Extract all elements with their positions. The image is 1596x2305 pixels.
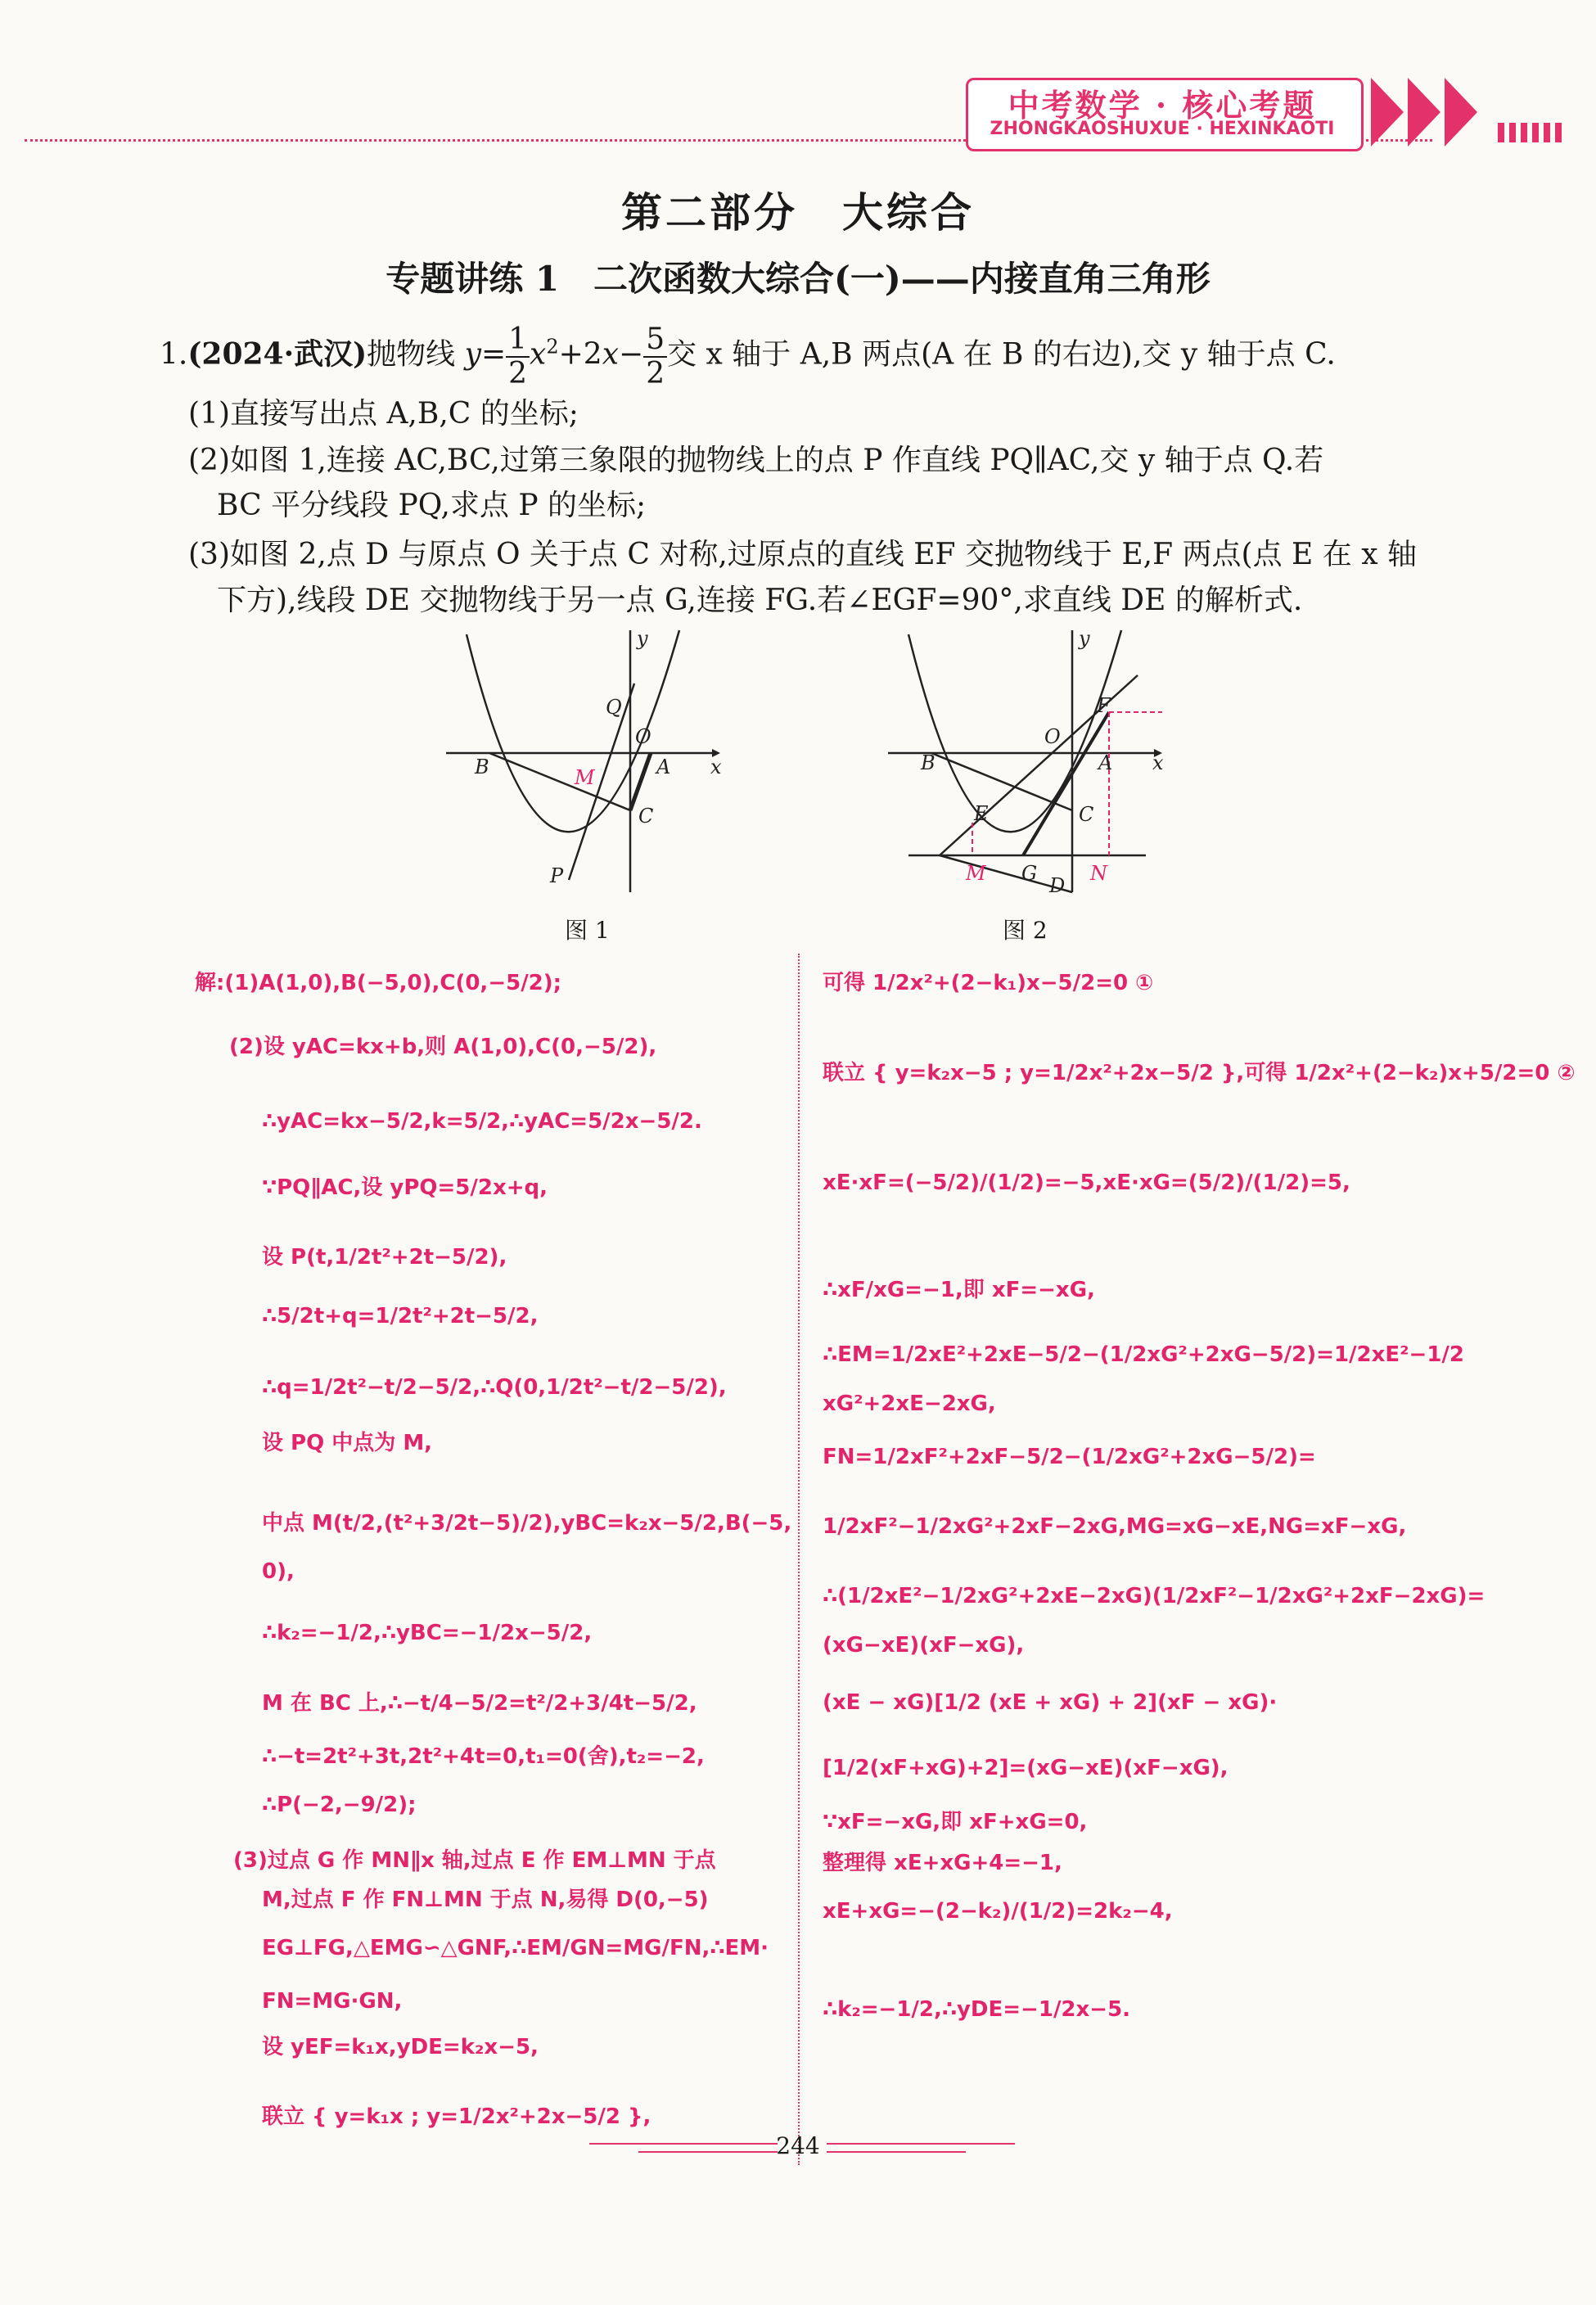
solution-line: M 在 BC 上,∴−t/4−5/2=t²/2+3/4t−5/2, — [262, 1691, 697, 1716]
figure-1-caption: 图 1 — [565, 917, 610, 944]
label-M: M — [575, 766, 595, 789]
solution-line: 设 yEF=k₁x,yDE=k₂x−5, — [262, 2035, 539, 2059]
header-stripes — [1498, 123, 1567, 146]
solution-line: xG²+2xE−2xG, — [823, 1392, 996, 1416]
figure-2 — [876, 622, 1195, 900]
column-divider — [798, 954, 800, 2165]
solution-line: (2)设 yAC=kx+b,则 A(1,0),C(0,−5/2), — [229, 1035, 657, 1059]
solution-line: EG⊥FG,△EMG∽△GNF,∴EM/GN=MG/FN,∴EM· — [262, 1936, 769, 1960]
solution-line: ∴EM=1/2xE²+2xE−5/2−(1/2xG²+2xG−5/2)=1/2xE²−1/2 — [823, 1342, 1464, 1367]
solution-line: 设 PQ 中点为 M, — [262, 1431, 433, 1455]
label-M: M — [966, 862, 986, 885]
solution-line: ∵PQ∥AC,设 yPQ=5/2x+q, — [262, 1175, 548, 1200]
solution-line: 1/2xF²−1/2xG²+2xF−2xG,MG=xG−xE,NG=xF−xG, — [823, 1514, 1407, 1539]
label-P: P — [550, 864, 564, 887]
solution-line: [1/2(xF+xG)+2]=(xG−xE)(xF−xG), — [823, 1756, 1229, 1780]
figure-2-caption: 图 2 — [1003, 917, 1048, 944]
stem-prefix: 抛物线 — [367, 337, 456, 372]
solution-line: 联立 { y=k₁x ; y=1/2x²+2x−5/2 }, — [262, 2104, 651, 2129]
solution-line: (xG−xE)(xF−xG), — [823, 1633, 1025, 1658]
label-x: x — [710, 756, 722, 778]
label-C: C — [638, 805, 654, 828]
problem-source: (2024·武汉) — [187, 336, 367, 372]
solution-line: FN=1/2xF²+2xF−5/2−(1/2xG²+2xG−5/2)= — [823, 1445, 1316, 1469]
solution-line: ∴q=1/2t²−t/2−5/2,∴Q(0,1/2t²−t/2−5/2), — [262, 1375, 727, 1400]
solution-line: ∴(1/2xE²−1/2xG²+2xE−2xG)(1/2xF²−1/2xG²+2xF−2xG)= — [823, 1584, 1486, 1608]
label-B: B — [921, 751, 936, 774]
label-D: D — [1049, 874, 1066, 897]
chevron-icon — [1371, 78, 1404, 147]
solution-line: FN=MG·GN, — [262, 1989, 403, 2014]
chevron-icon — [1408, 78, 1440, 147]
label-O: O — [635, 725, 651, 748]
topic-title: 专题讲练 1 二次函数大综合(一)——内接直角三角形 — [385, 259, 1211, 299]
question-2a: (2)如图 1,连接 AC,BC,过第三象限的抛物线上的点 P 作直线 PQ∥AC,交 y 轴于点 Q.若 — [188, 444, 1324, 477]
question-3a: (3)如图 2,点 D 与原点 O 关于点 C 对称,过原点的直线 EF 交抛物线于 E,F 两点(点 E 在 x 轴 — [188, 538, 1417, 571]
solution-line: ∴xF/xG=−1,即 xF=−xG, — [823, 1278, 1095, 1302]
label-x: x — [1152, 751, 1164, 774]
stem-suffix: 交 x 轴于 A,B 两点(A 在 B 的右边),交 y 轴于点 C. — [667, 337, 1336, 372]
part-title: 第二部分 大综合 — [621, 188, 975, 237]
label-A: A — [656, 756, 671, 778]
solution-line: M,过点 F 作 FN⊥MN 于点 N,易得 D(0,−5) — [262, 1888, 709, 1912]
label-B: B — [475, 756, 489, 778]
solution-line: ∴5/2t+q=1/2t²+2t−5/2, — [262, 1304, 539, 1328]
label-F: F — [1097, 694, 1111, 717]
solution-line: ∵xF=−xG,即 xF+xG=0, — [823, 1810, 1088, 1834]
solution-line: ∴k₂=−1/2,∴yBC=−1/2x−5/2, — [262, 1621, 593, 1645]
label-Q: Q — [606, 696, 622, 719]
solution-line: 中点 M(t/2,(t²+3/2t−5)/2),yBC=k₂x−5/2,B(−5, — [262, 1511, 792, 1536]
label-A: A — [1098, 751, 1113, 774]
question-2b: BC 平分线段 PQ,求点 P 的坐标; — [217, 489, 647, 522]
chevron-icon — [1445, 78, 1477, 147]
problem-number: 1. — [160, 337, 188, 372]
solution-line: (xE − xG)[1/2 (xE + xG) + 2](xF − xG)· — [823, 1690, 1278, 1715]
solution-line: 可得 1/2x²+(2−k₁)x−5/2=0 ① — [823, 971, 1154, 995]
label-G: G — [1021, 862, 1038, 885]
solution-line: xE+xG=−(2−k₂)/(1/2)=2k₂−4, — [823, 1899, 1173, 1924]
label-N: N — [1090, 862, 1107, 885]
label-C: C — [1079, 803, 1094, 826]
solution-line: ∴k₂=−1/2,∴yDE=−1/2x−5. — [823, 1997, 1131, 2022]
solution-line: 解:(1)A(1,0),B(−5,0),C(0,−5/2); — [195, 971, 562, 995]
problem-stem: 1.(2024·武汉)抛物线 y= $\frac{1}{2}$ $x^2+2x-$ $\frac{5}{2}$ 交 x 轴于 A,B 两点(A 在 B 的右边),交 y 轴于点 C. — [160, 323, 1336, 390]
label-y: y — [1079, 627, 1090, 650]
label-O: O — [1044, 725, 1061, 748]
label-E: E — [974, 802, 989, 825]
header-subtitle: ZHONGKAOSHUXUE · HEXINKAOTI — [990, 119, 1335, 139]
solution-line: 整理得 xE+xG+4=−1, — [823, 1851, 1062, 1875]
solution-line: ∴yAC=kx−5/2,k=5/2,∴yAC=5/2x−5/2. — [262, 1109, 702, 1134]
solution-line: 联立 { y=k₂x−5 ; y=1/2x²+2x−5/2 },可得 1/2x²+(2−k₂)x+5/2=0 ② — [823, 1061, 1576, 1085]
solution-line: (3)过点 G 作 MN∥x 轴,过点 E 作 EM⊥MN 于点 — [233, 1848, 716, 1873]
question-3b: 下方),线段 DE 交抛物线于另一点 G,连接 FG.若∠EGF=90°,求直线 DE 的解析式. — [217, 584, 1303, 617]
figure-1 — [434, 622, 753, 900]
question-1: (1)直接写出点 A,B,C 的坐标; — [188, 397, 579, 431]
solution-line: 0), — [262, 1559, 295, 1584]
solution-line: ∴−t=2t²+3t,2t²+4t=0,t₁=0(舍),t₂=−2, — [262, 1744, 705, 1769]
page-number: 244 — [776, 2132, 820, 2159]
header-title: 中考数学 · 核心考题 — [1008, 87, 1317, 124]
label-y: y — [637, 627, 648, 650]
solution-line: 设 P(t,1/2t²+2t−5/2), — [262, 1245, 507, 1270]
solution-line: ∴P(−2,−9/2); — [262, 1793, 417, 1817]
solution-line: xE·xF=(−5/2)/(1/2)=−5,xE·xG=(5/2)/(1/2)=5, — [823, 1171, 1350, 1195]
